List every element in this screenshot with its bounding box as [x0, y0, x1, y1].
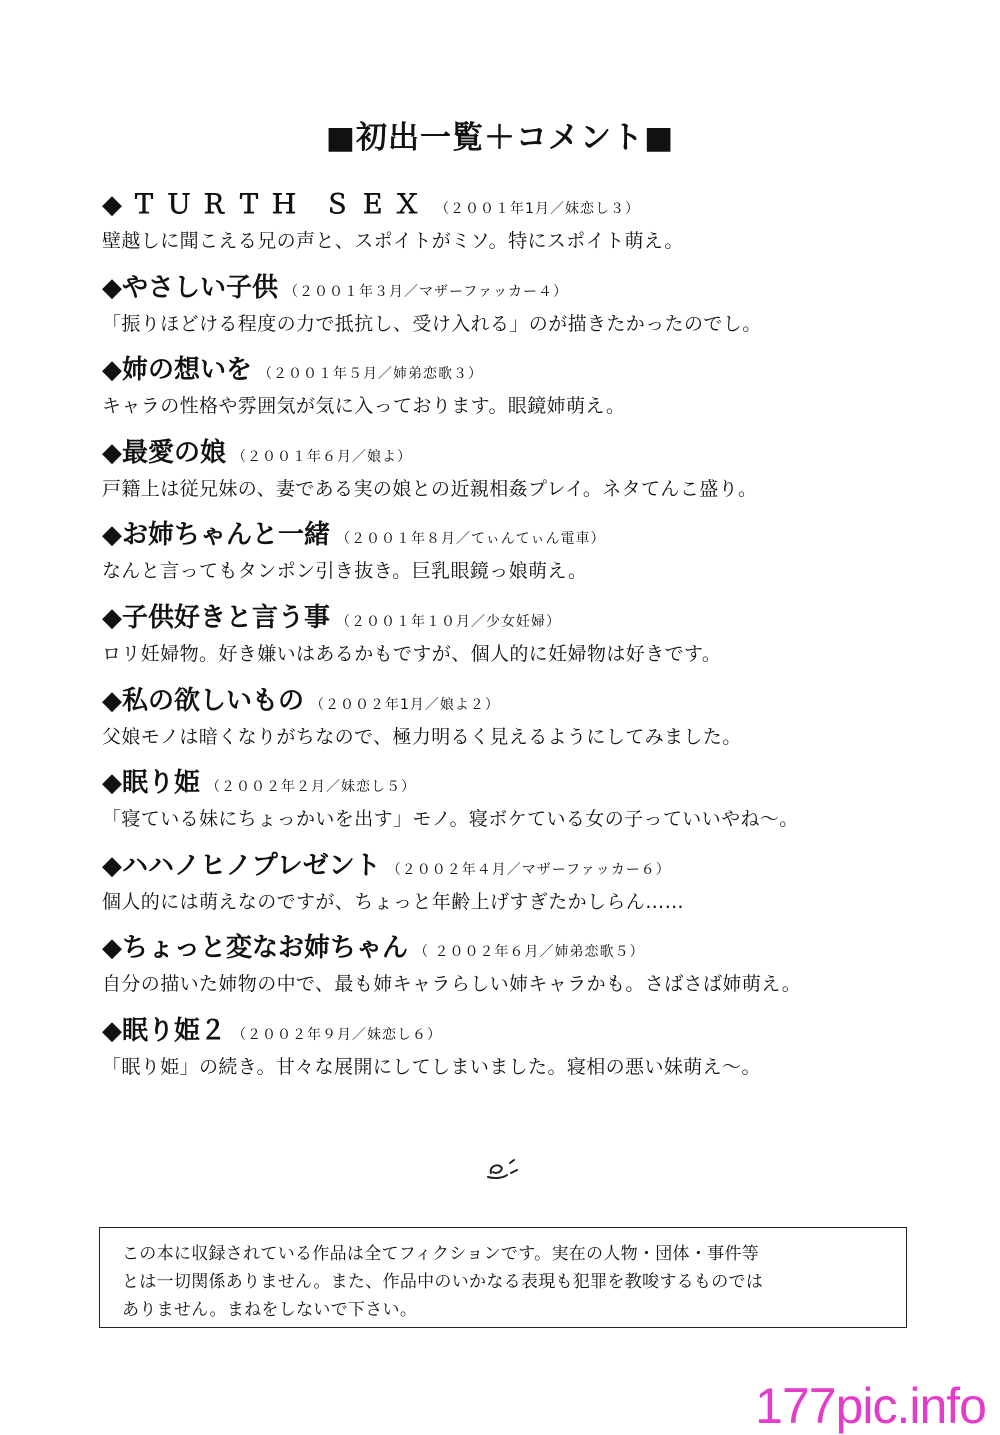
entry-header — [102, 353, 962, 391]
entry-title: ◆眠り姫 — [102, 768, 200, 799]
entry-item — [102, 436, 962, 519]
entry-header — [102, 188, 962, 226]
entry-comment: なんと言ってもタンポン引き抜き。巨乳眼鏡っ娘萌え。 — [102, 560, 588, 583]
entry-comment: 「振りほどける程度の力で抵抗し、受け入れる」のが描きたかったのでし。 — [102, 312, 762, 335]
entry-title: ◆ＴＵＲＴＨ ＳＥＸ — [102, 190, 430, 220]
entry-title: ◆私の欲しいもの — [102, 685, 304, 716]
entry-comment: ロリ妊婦物。好き嫌いはあるかもですが、個人的に妊婦物は好きです。 — [102, 642, 722, 665]
entry-header — [102, 436, 962, 474]
entry-header — [102, 271, 962, 309]
entry-source: （２００１年８月／てぃんてぃん電車） — [336, 531, 606, 548]
entry-comment: 戸籍上は従兄妹の、妻である実の娘との近親相姦プレイ。ネタてんこ盛り。 — [102, 477, 758, 500]
entry-source: （２００２年９月／妹恋し６） — [232, 1026, 442, 1043]
disclaimer-line: この本に収録されている作品は全てフィクションです。実在の人物・団体・事件等 — [122, 1244, 760, 1264]
entry-title: ◆眠り姫２ — [102, 1015, 226, 1046]
entry-header — [102, 601, 962, 639]
entry-title: ◆ハハノヒノプレゼント — [102, 850, 381, 881]
signature-doodle-icon — [485, 1153, 525, 1183]
entry-source: （２００１年５月／姉弟恋歌３） — [258, 366, 483, 383]
entry-comment: 個人的には萌えなのですが、ちょっと年齢上げすぎたかしらん…… — [102, 890, 685, 913]
entry-comment: 父娘モノは暗くなりがちなので、極力明るく見えるようにしてみました。 — [102, 725, 742, 748]
disclaimer-box — [99, 1227, 907, 1328]
entry-source: （２００２年２月／妹恋し５） — [206, 779, 416, 796]
entry-comment: キャラの性格や雰囲気が気に入っております。眼鏡姉萌え。 — [102, 395, 626, 418]
entry-item — [102, 1014, 962, 1097]
entry-header — [102, 931, 962, 969]
entry-header — [102, 766, 962, 804]
page-title: ■初出一覧＋コメント■ — [325, 120, 675, 156]
entry-source: （２００１年1月／妹恋し３） — [435, 201, 640, 217]
entry-title: ◆子供好きと言う事 — [102, 602, 330, 633]
entry-header — [102, 684, 962, 722]
entry-title: ◆ちょっと変なお姉ちゃん — [102, 933, 408, 964]
entry-title: ◆やさしい子供 — [102, 272, 278, 303]
entry-source: （２００１年６月／娘よ） — [232, 448, 412, 465]
site-watermark: 177pic.info — [755, 1378, 986, 1434]
entry-comment: 「寝ている妹にちょっかいを出す」モノ。寝ボケている女の子っていいやね〜。 — [102, 808, 799, 831]
entry-source: （２００１年１０月／少女妊婦） — [336, 613, 561, 630]
entry-source: （２００２年４月／マザーファッカー６） — [386, 861, 671, 878]
entry-title: ◆お姉ちゃんと一緒 — [102, 520, 330, 551]
entry-header — [102, 518, 962, 556]
entry-item — [102, 271, 962, 354]
entry-item — [102, 188, 962, 271]
entry-item — [102, 684, 962, 767]
entry-title: ◆姉の想いを — [102, 355, 252, 386]
entry-source: （２００１年３月／マザーファッカー４） — [284, 283, 569, 300]
entry-title: ◆最愛の娘 — [102, 437, 226, 468]
entry-header — [102, 1014, 962, 1052]
entry-comment: 「眠り姫」の続き。甘々な展開にしてしまいました。寝相の悪い妹萌え〜。 — [102, 1055, 761, 1078]
entry-item — [102, 353, 962, 436]
entry-list — [102, 188, 962, 1097]
disclaimer-line: とは一切関係ありません。また、作品中のいかなる表現も犯罪を教唆するものでは — [122, 1272, 764, 1292]
entry-comment: 壁越しに聞こえる兄の声と、スポイトがミソ。特にスポイト萌え。 — [102, 230, 684, 252]
entry-item — [102, 849, 962, 932]
disclaimer-line: ありません。まねをしないで下さい。 — [122, 1300, 418, 1320]
entry-source: （ ２００２年６月／姉弟恋歌５） — [414, 944, 645, 961]
entry-comment: 自分の描いた姉物の中で、最も姉キャラらしい姉キャラかも。さばさば姉萌え。 — [102, 973, 802, 996]
entry-item — [102, 518, 962, 601]
entry-source: （２００２年1月／娘よ２） — [310, 696, 500, 713]
entry-item — [102, 601, 962, 684]
entry-item — [102, 766, 962, 849]
entry-header — [102, 849, 962, 887]
entry-item — [102, 931, 962, 1014]
